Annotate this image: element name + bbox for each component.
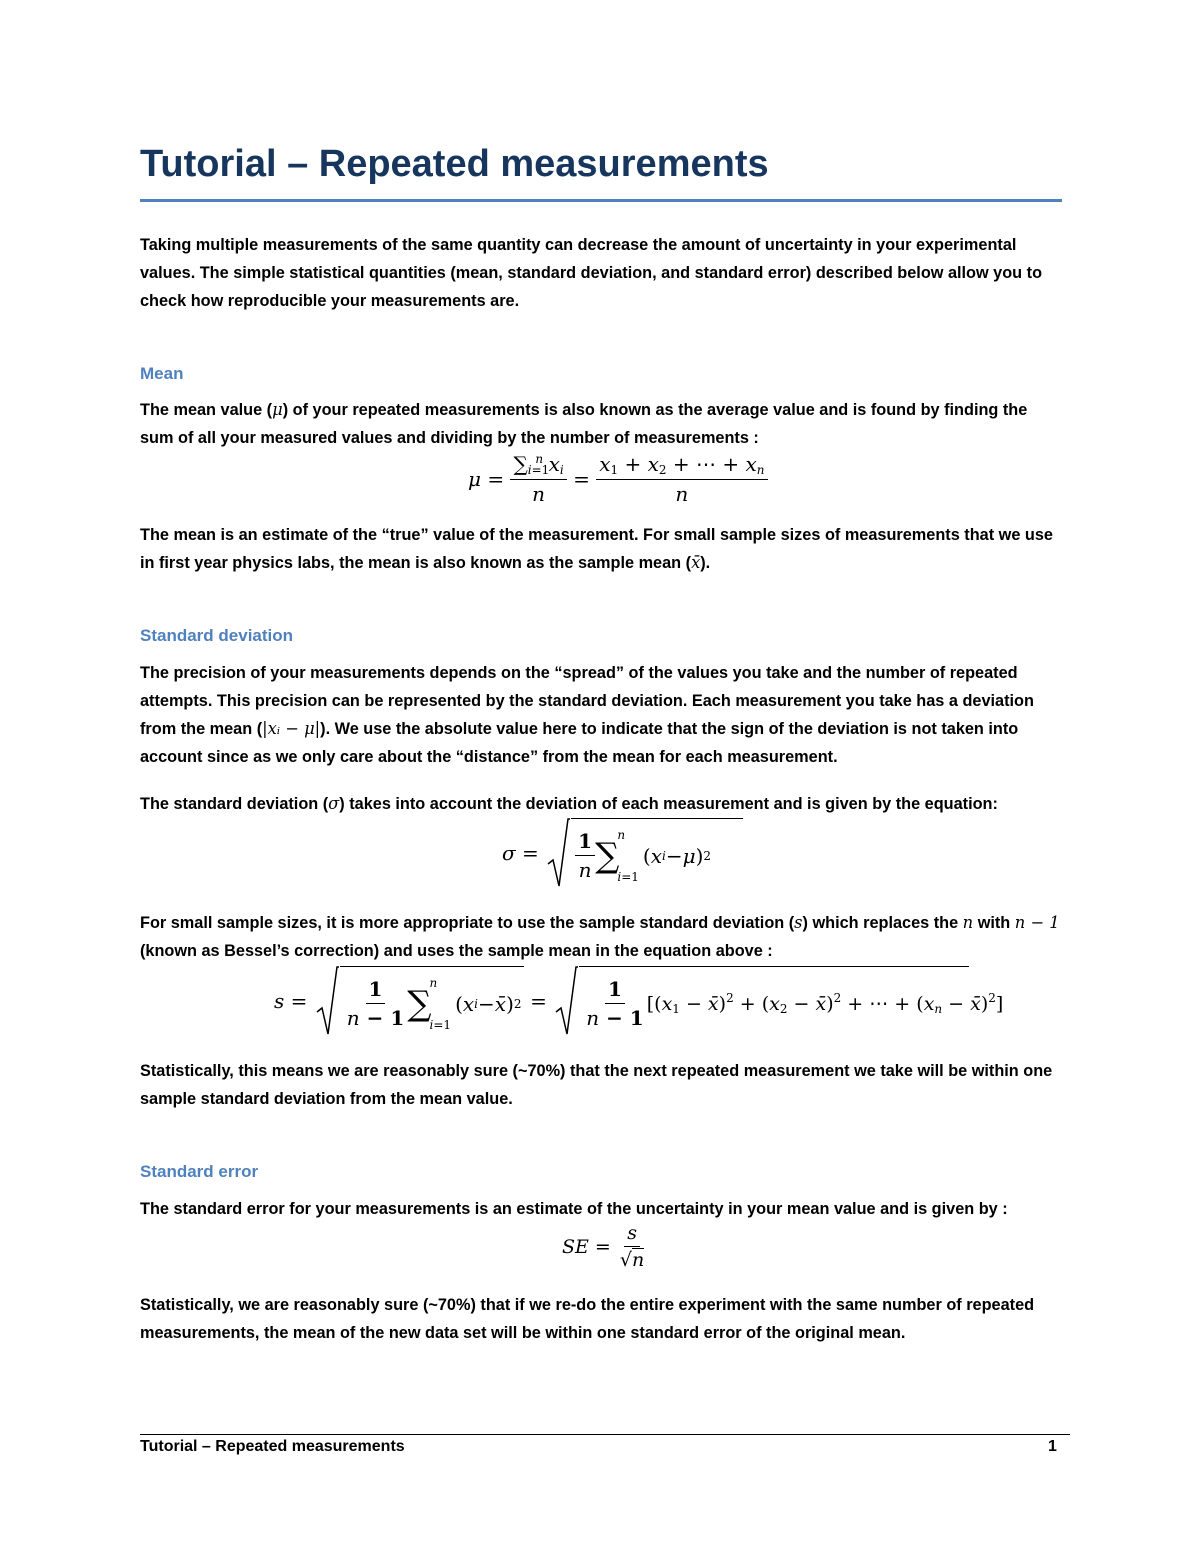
stddev-paragraph-2: The standard deviation (σ) takes into account the deviation of each measurement and is given by the equation:	[140, 794, 998, 813]
standard-error-equation: SE = $\frac{s}{√n}$	[562, 1222, 645, 1271]
sigma-equation: σ = $\frac{1}{n}$ ∑ n i=1 ( x i − μ ) 2	[502, 818, 743, 888]
mean-heading: Mean	[140, 364, 184, 383]
page-number: 1	[1048, 1438, 1057, 1455]
radical-sign	[545, 818, 571, 888]
radical-sign	[314, 966, 340, 1036]
mean-paragraph-1: The mean value (μ) of your repeated measurements is also known as the average value and is found by finding the sum of all your measured values and dividing by the number of measurements :	[140, 400, 1028, 447]
stddev-paragraph-3: For small sample sizes, it is more appropriate to use the sample standard deviation (s) which replaces the n with n − 1 (known as Bessel’s correction) and uses the sample mean in the equation above :	[140, 913, 1060, 960]
footer-divider	[140, 1434, 1070, 1435]
footer-title: Tutorial – Repeated measurements	[140, 1438, 405, 1455]
stddev-paragraph-4: Statistically, this means we are reasonably sure (~70%) that the next repeated measurement we take will be within one sample standard deviation from the mean value.	[140, 1062, 1053, 1108]
stderr-paragraph-2: Statistically, we are reasonably sure (~70%) that if we re-do the entire experiment with the same number of repeated measurements, the mean of the new data set will be within one standard error of the original mean.	[140, 1296, 1035, 1342]
mean-paragraph-2: The mean is an estimate of the “true” value of the measurement. For small sample sizes of measurements that we use in first year physics labs, the mean is also known as the sample mean (x̄).	[140, 526, 1053, 572]
stddev-paragraph-1: The precision of your measurements depends on the “spread” of the values you take and the number of repeated attempts. This precision can be represented by the standard deviation. Each measurement you take has a deviation from the mean (|xᵢ − μ|). We use the absolute value here to indicate that the sign of the deviation is not taken into account since as we only care about the “distance” from the mean for each measurement.	[140, 664, 1034, 766]
stderr-paragraph-1: The standard error for your measurements is an estimate of the uncertainty in your mean value and is given by :	[140, 1200, 1008, 1218]
intro-paragraph: Taking multiple measurements of the same quantity can decrease the amount of uncertainty in your experimental values. The simple statistical quantities (mean, standard deviation, and standard error) described below allow you to check how reproducible your measurements are.	[140, 236, 1043, 310]
standard-deviation-heading: Standard deviation	[140, 626, 294, 645]
sample-stddev-equation: s = $\frac{1}{n - 1}$ ∑ n i=1 ( x i − x̄ ) 2 = $\frac{1}{n - 1}$ [($x_1$ − x̄)$^2$ + ($x_2$ − x̄)$^2$ + ⋯ + ($x_n$ − x̄)$^2$]	[274, 966, 969, 1036]
radical-sign	[553, 966, 579, 1036]
title-underline	[140, 199, 1062, 202]
page-title: Tutorial – Repeated measurements	[140, 143, 769, 185]
standard-error-heading: Standard error	[140, 1162, 259, 1181]
mean-equation: μ = $\frac{\sum_{i=1}^n x_i}{n}$ = $\frac{x_1 + x_2 + \cdots + x_n}{n}$	[468, 452, 768, 506]
